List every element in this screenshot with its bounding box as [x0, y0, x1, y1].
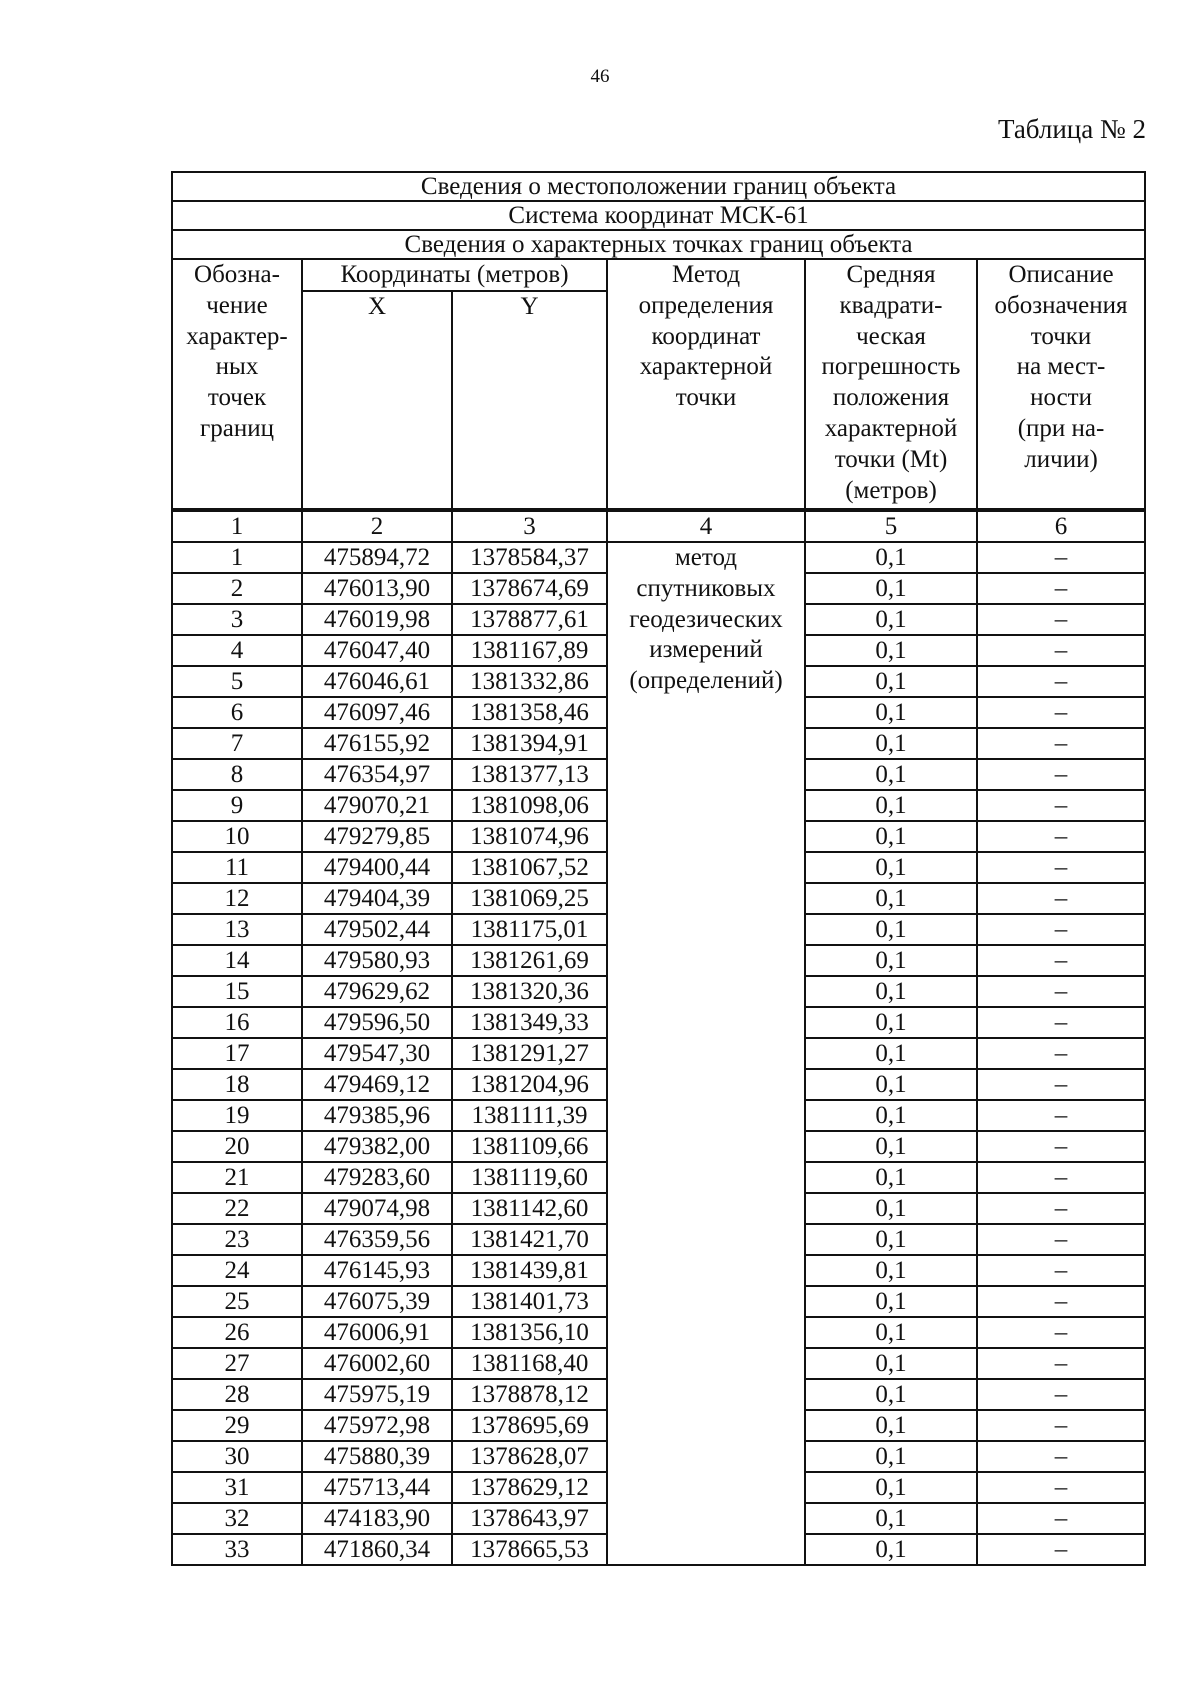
mean-square-error-cell: 0,1 [805, 635, 977, 666]
point-number-cell: 3 [172, 604, 302, 635]
point-number-cell: 10 [172, 821, 302, 852]
x-coordinate-cell: 476359,56 [302, 1224, 452, 1255]
point-number-cell: 31 [172, 1472, 302, 1503]
point-number-cell: 15 [172, 976, 302, 1007]
description-cell: – [977, 914, 1145, 945]
description-cell: – [977, 883, 1145, 914]
x-coordinate-cell: 475880,39 [302, 1441, 452, 1472]
point-number-cell: 13 [172, 914, 302, 945]
point-number-cell: 22 [172, 1193, 302, 1224]
y-coordinate-cell: 1381401,73 [452, 1286, 607, 1317]
x-coordinate-cell: 476047,40 [302, 635, 452, 666]
description-cell: – [977, 976, 1145, 1007]
x-coordinate-cell: 476046,61 [302, 666, 452, 697]
mean-square-error-cell: 0,1 [805, 1038, 977, 1069]
point-number-cell: 7 [172, 728, 302, 759]
mean-square-error-cell: 0,1 [805, 1131, 977, 1162]
x-coordinate-cell: 479596,50 [302, 1007, 452, 1038]
x-coordinate-cell: 479547,30 [302, 1038, 452, 1069]
mean-square-error-cell: 0,1 [805, 1410, 977, 1441]
mean-square-error-cell: 0,1 [805, 542, 977, 573]
mean-square-error-cell: 0,1 [805, 1007, 977, 1038]
y-coordinate-cell: 1378643,97 [452, 1503, 607, 1534]
header-point-designation: Обозна- чение характер- ных точек границ [172, 259, 302, 510]
description-cell: – [977, 1038, 1145, 1069]
point-number-cell: 21 [172, 1162, 302, 1193]
mean-square-error-cell: 0,1 [805, 728, 977, 759]
x-coordinate-cell: 479283,60 [302, 1162, 452, 1193]
point-number-cell: 17 [172, 1038, 302, 1069]
y-coordinate-cell: 1381175,01 [452, 914, 607, 945]
mean-square-error-cell: 0,1 [805, 1534, 977, 1565]
y-coordinate-cell: 1381358,46 [452, 697, 607, 728]
y-coordinate-cell: 1381168,40 [452, 1348, 607, 1379]
table-row [172, 542, 1145, 573]
y-coordinate-cell: 1378674,69 [452, 573, 607, 604]
column-number: 6 [977, 510, 1145, 542]
point-number-cell: 33 [172, 1534, 302, 1565]
x-coordinate-cell: 476145,93 [302, 1255, 452, 1286]
y-coordinate-cell: 1378878,12 [452, 1379, 607, 1410]
y-coordinate-cell: 1381069,25 [452, 883, 607, 914]
column-number: 4 [607, 510, 805, 542]
y-coordinate-cell: 1381109,66 [452, 1131, 607, 1162]
table-title-points: Сведения о характерных точках границ объекта [172, 230, 1145, 259]
mean-square-error-cell: 0,1 [805, 759, 977, 790]
x-coordinate-cell: 479385,96 [302, 1100, 452, 1131]
mean-square-error-cell: 0,1 [805, 1317, 977, 1348]
coordinates-table [171, 171, 1146, 1566]
point-number-cell: 18 [172, 1069, 302, 1100]
description-cell: – [977, 1410, 1145, 1441]
x-coordinate-cell: 479400,44 [302, 852, 452, 883]
description-cell: – [977, 604, 1145, 635]
y-coordinate-cell: 1381119,60 [452, 1162, 607, 1193]
point-number-cell: 23 [172, 1224, 302, 1255]
description-cell: – [977, 728, 1145, 759]
description-cell: – [977, 1441, 1145, 1472]
x-coordinate-cell: 476075,39 [302, 1286, 452, 1317]
point-number-cell: 4 [172, 635, 302, 666]
column-number: 3 [452, 510, 607, 542]
description-cell: – [977, 1007, 1145, 1038]
description-cell: – [977, 790, 1145, 821]
description-cell: – [977, 821, 1145, 852]
y-coordinate-cell: 1381291,27 [452, 1038, 607, 1069]
point-number-cell: 6 [172, 697, 302, 728]
x-coordinate-cell: 479404,39 [302, 883, 452, 914]
description-cell: – [977, 1503, 1145, 1534]
description-cell: – [977, 852, 1145, 883]
mean-square-error-cell: 0,1 [805, 1503, 977, 1534]
x-coordinate-cell: 474183,90 [302, 1503, 452, 1534]
mean-square-error-cell: 0,1 [805, 1441, 977, 1472]
x-coordinate-cell: 479502,44 [302, 914, 452, 945]
description-cell: – [977, 1100, 1145, 1131]
mean-square-error-cell: 0,1 [805, 573, 977, 604]
description-cell: – [977, 1534, 1145, 1565]
mean-square-error-cell: 0,1 [805, 914, 977, 945]
point-number-cell: 16 [172, 1007, 302, 1038]
y-coordinate-cell: 1381142,60 [452, 1193, 607, 1224]
x-coordinate-cell: 479279,85 [302, 821, 452, 852]
y-coordinate-cell: 1378877,61 [452, 604, 607, 635]
y-coordinate-cell: 1378584,37 [452, 542, 607, 573]
y-coordinate-cell: 1381204,96 [452, 1069, 607, 1100]
description-cell: – [977, 1317, 1145, 1348]
x-coordinate-cell: 479629,62 [302, 976, 452, 1007]
header-mean-square-error: Средняя квадрати- ческая погрешность положения характерной точки (Mt) (метров) [805, 259, 977, 510]
point-number-cell: 20 [172, 1131, 302, 1162]
point-number-cell: 25 [172, 1286, 302, 1317]
x-coordinate-cell: 479469,12 [302, 1069, 452, 1100]
method-cell: метод спутниковых геодезических измерений (определений) [607, 542, 805, 1565]
x-coordinate-cell: 476006,91 [302, 1317, 452, 1348]
mean-square-error-cell: 0,1 [805, 1162, 977, 1193]
y-coordinate-cell: 1381356,10 [452, 1317, 607, 1348]
description-cell: – [977, 1379, 1145, 1410]
x-coordinate-cell: 476002,60 [302, 1348, 452, 1379]
mean-square-error-cell: 0,1 [805, 1069, 977, 1100]
x-coordinate-cell: 476354,97 [302, 759, 452, 790]
x-coordinate-cell: 475972,98 [302, 1410, 452, 1441]
mean-square-error-cell: 0,1 [805, 790, 977, 821]
y-coordinate-cell: 1381320,36 [452, 976, 607, 1007]
mean-square-error-cell: 0,1 [805, 883, 977, 914]
description-cell: – [977, 542, 1145, 573]
description-cell: – [977, 573, 1145, 604]
y-coordinate-cell: 1381349,33 [452, 1007, 607, 1038]
point-number-cell: 26 [172, 1317, 302, 1348]
mean-square-error-cell: 0,1 [805, 1379, 977, 1410]
mean-square-error-cell: 0,1 [805, 945, 977, 976]
y-coordinate-cell: 1381421,70 [452, 1224, 607, 1255]
description-cell: – [977, 1472, 1145, 1503]
x-coordinate-cell: 475975,19 [302, 1379, 452, 1410]
mean-square-error-cell: 0,1 [805, 821, 977, 852]
x-coordinate-cell: 475713,44 [302, 1472, 452, 1503]
mean-square-error-cell: 0,1 [805, 1224, 977, 1255]
x-coordinate-cell: 476097,46 [302, 697, 452, 728]
x-coordinate-cell: 476013,90 [302, 573, 452, 604]
header-method: Метод определения координат характерной точки [607, 259, 805, 510]
description-cell: – [977, 635, 1145, 666]
column-number: 2 [302, 510, 452, 542]
x-coordinate-cell: 476155,92 [302, 728, 452, 759]
mean-square-error-cell: 0,1 [805, 1193, 977, 1224]
x-coordinate-cell: 479074,98 [302, 1193, 452, 1224]
y-coordinate-cell: 1378695,69 [452, 1410, 607, 1441]
point-number-cell: 9 [172, 790, 302, 821]
y-coordinate-cell: 1381098,06 [452, 790, 607, 821]
y-coordinate-cell: 1378628,07 [452, 1441, 607, 1472]
point-number-cell: 8 [172, 759, 302, 790]
mean-square-error-cell: 0,1 [805, 976, 977, 1007]
point-number-cell: 19 [172, 1100, 302, 1131]
y-coordinate-cell: 1381439,81 [452, 1255, 607, 1286]
y-coordinate-cell: 1381111,39 [452, 1100, 607, 1131]
point-number-cell: 11 [172, 852, 302, 883]
table-title-location: Сведения о местоположении границ объекта [172, 172, 1145, 201]
page-number: 46 [590, 66, 610, 87]
point-number-cell: 28 [172, 1379, 302, 1410]
y-coordinate-cell: 1381167,89 [452, 635, 607, 666]
mean-square-error-cell: 0,1 [805, 1286, 977, 1317]
mean-square-error-cell: 0,1 [805, 1255, 977, 1286]
y-coordinate-cell: 1381074,96 [452, 821, 607, 852]
x-coordinate-cell: 475894,72 [302, 542, 452, 573]
point-number-cell: 32 [172, 1503, 302, 1534]
y-coordinate-cell: 1378629,12 [452, 1472, 607, 1503]
mean-square-error-cell: 0,1 [805, 1348, 977, 1379]
x-coordinate-cell: 476019,98 [302, 604, 452, 635]
point-number-cell: 1 [172, 542, 302, 573]
point-number-cell: 12 [172, 883, 302, 914]
description-cell: – [977, 1255, 1145, 1286]
mean-square-error-cell: 0,1 [805, 604, 977, 635]
description-cell: – [977, 697, 1145, 728]
x-coordinate-cell: 479580,93 [302, 945, 452, 976]
mean-square-error-cell: 0,1 [805, 697, 977, 728]
x-coordinate-cell: 479070,21 [302, 790, 452, 821]
column-number: 5 [805, 510, 977, 542]
x-coordinate-cell: 471860,34 [302, 1534, 452, 1565]
description-cell: – [977, 1131, 1145, 1162]
description-cell: – [977, 1348, 1145, 1379]
table-title-coordinate-system: Система координат МСК-61 [172, 201, 1145, 230]
description-cell: – [977, 759, 1145, 790]
mean-square-error-cell: 0,1 [805, 852, 977, 883]
table-label: Таблица № 2 [998, 114, 1146, 144]
header-coordinates: Координаты (метров) [302, 259, 607, 291]
description-cell: – [977, 1286, 1145, 1317]
y-coordinate-cell: 1378665,53 [452, 1534, 607, 1565]
column-number: 1 [172, 510, 302, 542]
point-number-cell: 27 [172, 1348, 302, 1379]
header-y: Y [452, 291, 607, 510]
description-cell: – [977, 1224, 1145, 1255]
description-cell: – [977, 666, 1145, 697]
y-coordinate-cell: 1381067,52 [452, 852, 607, 883]
description-cell: – [977, 945, 1145, 976]
y-coordinate-cell: 1381394,91 [452, 728, 607, 759]
point-number-cell: 14 [172, 945, 302, 976]
y-coordinate-cell: 1381332,86 [452, 666, 607, 697]
x-coordinate-cell: 479382,00 [302, 1131, 452, 1162]
mean-square-error-cell: 0,1 [805, 666, 977, 697]
header-x: X [302, 291, 452, 510]
y-coordinate-cell: 1381377,13 [452, 759, 607, 790]
point-number-cell: 2 [172, 573, 302, 604]
description-cell: – [977, 1069, 1145, 1100]
header-point-description: Описание обозначения точки на мест- ности (при на- личии) [977, 259, 1145, 510]
mean-square-error-cell: 0,1 [805, 1100, 977, 1131]
y-coordinate-cell: 1381261,69 [452, 945, 607, 976]
point-number-cell: 29 [172, 1410, 302, 1441]
point-number-cell: 30 [172, 1441, 302, 1472]
description-cell: – [977, 1162, 1145, 1193]
mean-square-error-cell: 0,1 [805, 1472, 977, 1503]
point-number-cell: 5 [172, 666, 302, 697]
description-cell: – [977, 1193, 1145, 1224]
point-number-cell: 24 [172, 1255, 302, 1286]
